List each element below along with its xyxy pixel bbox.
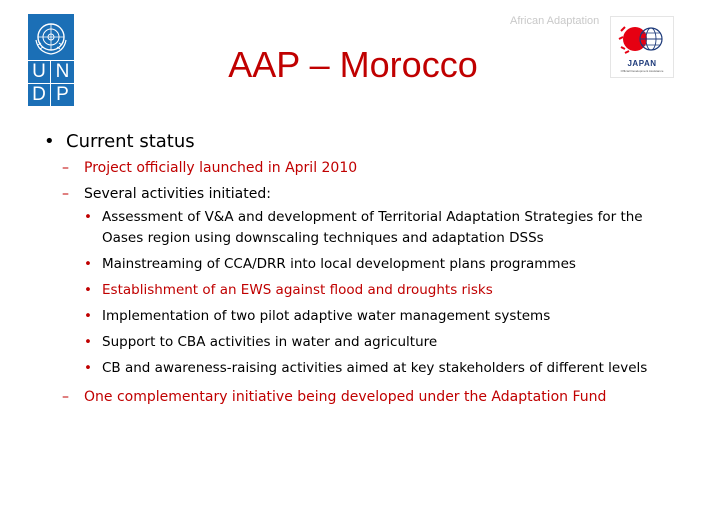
level1-bullet-item [44,129,674,155]
bullet-glyph: • [84,334,92,350]
slide-content [44,129,674,410]
level3-item [44,332,674,353]
level2-item [44,155,674,181]
bullet-glyph: • [84,282,92,298]
item-text: Establishment of an EWS against flood and droughts risks [102,282,493,298]
level3-item [44,207,674,249]
item-text: Mainstreaming of CCA/DRR into local development plans programmes [102,256,576,272]
level3-item [44,358,674,379]
dash-glyph: – [62,389,69,405]
item-text: CB and awareness-raising activities aimed at key stakeholders of different levels [102,360,648,376]
undp-letter: P [51,83,74,106]
bullet-glyph: • [84,256,92,272]
level2-item [44,181,674,207]
level2-item [44,384,674,410]
level3-item [44,306,674,327]
japan-logo-label: JAPAN [627,59,657,68]
undp-letter: N [51,60,74,83]
dash-glyph: – [62,186,69,202]
bullet-glyph: • [84,360,92,376]
section-heading: Current status [66,131,195,152]
item-text: One complementary initiative being developed under the Adaptation Fund [84,389,607,405]
japan-logo-sublabel: Official Development Assistance [620,69,664,73]
undp-letter: U [28,60,51,83]
item-text: Several activities initiated: [84,186,271,202]
level3-item [44,254,674,275]
item-text: Project officially launched in April 2010 [84,160,358,176]
level3-item [44,280,674,301]
slide-title: AAP – Morocco [228,44,478,85]
banner-text: African Adaptation [510,15,600,27]
bullet-glyph: • [84,209,92,225]
undp-letter: D [28,83,51,106]
item-text: Implementation of two pilot adaptive water management systems [102,308,551,324]
bullet-glyph: • [44,131,55,152]
item-text: Assessment of V&A and development of Territorial Adaptation Strategies for the Oases region using downscaling techniques and adaptation DSSs [102,209,643,246]
item-text: Support to CBA activities in water and agriculture [102,334,438,350]
bullet-glyph: • [84,308,92,324]
dash-glyph: – [62,160,69,176]
